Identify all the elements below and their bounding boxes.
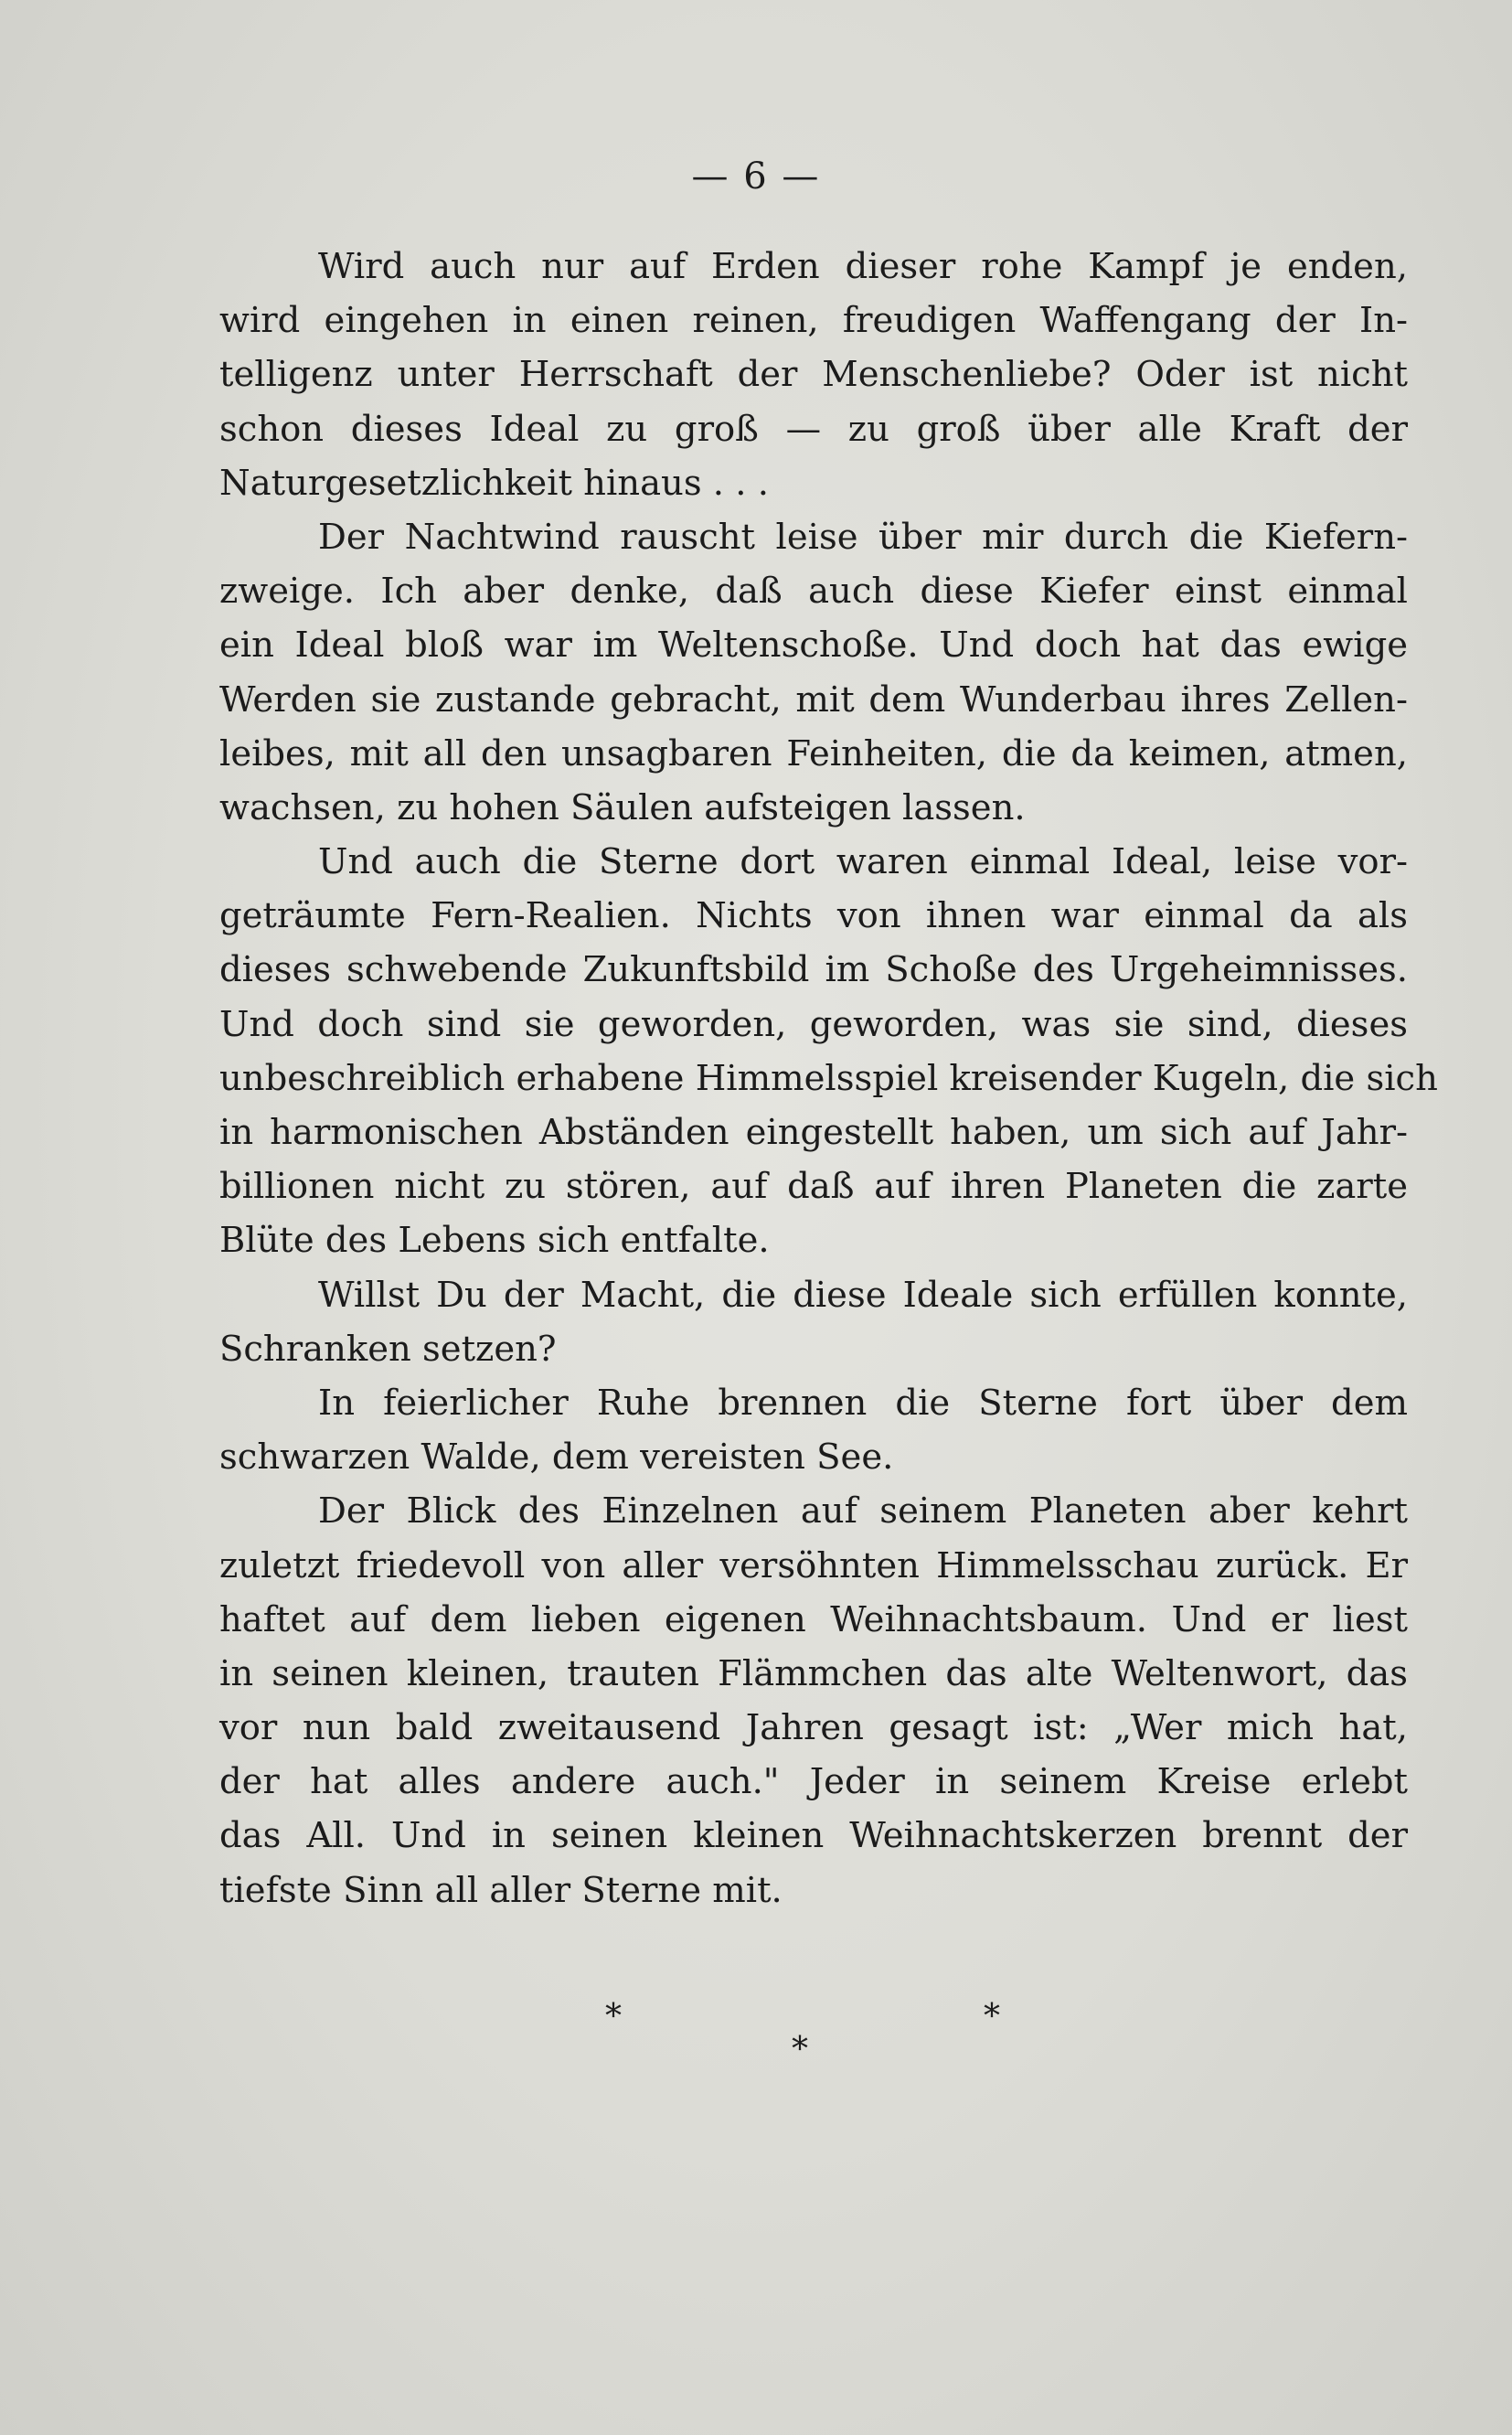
text-line: schon dieses Ideal zu groß — zu groß über alle Kraft der <box>219 408 1408 450</box>
text-line: ein Ideal bloß war im Weltenschoße. Und doch hat das ewige <box>219 625 1408 667</box>
text-line: zuletzt friedevoll von aller versöhnten Himmelsschau zurück. Er <box>219 1544 1408 1586</box>
text-line: in harmonischen Abständen eingestellt haben, um sich auf Jahr- <box>219 1112 1408 1153</box>
text-line: schwarzen Walde, dem vereisten See. <box>219 1436 894 1479</box>
text-line: Werden sie zustande gebracht, mit dem Wunderbau ihres Zellen- <box>219 678 1408 721</box>
text-line: geträumte Fern-Realien. Nichts von ihnen war einmal da als <box>219 895 1408 937</box>
body-text <box>219 240 1438 1917</box>
text-line: Naturgesetzlichkeit hinaus . . . <box>219 462 769 504</box>
text-line: Der Blick des Einzelnen auf seinem Planeten aber kehrt <box>318 1490 1408 1533</box>
text-line: Der Nachtwind rauscht leise über mir durch die Kiefern- <box>318 516 1408 558</box>
separator-asterisk: * <box>984 1998 1000 2035</box>
text-line: zweige. Ich aber denke, daß auch diese Kiefer einst einmal <box>219 571 1408 613</box>
separator-asterisk: * <box>792 2031 808 2068</box>
text-line: in seinen kleinen, trauten Flämmchen das alte Weltenwort, das <box>219 1652 1408 1694</box>
text-line: unbeschreiblich erhabene Himmelsspiel kreisender Kugeln, die sich <box>219 1057 1438 1099</box>
text-line: haftet auf dem lieben eigenen Weihnachtsbaum. Und er liest <box>219 1598 1408 1640</box>
text-line: der hat alles andere auch." Jeder in seinem Kreise erlebt <box>219 1761 1408 1803</box>
text-line: wird eingehen in einen reinen, freudigen Waffengang der In- <box>219 300 1408 342</box>
text-line: telligenz unter Herrschaft der Menschenliebe? Oder ist nicht <box>219 354 1408 396</box>
text-line: Und auch die Sterne dort waren einmal Ideal, leise vor- <box>318 841 1408 883</box>
text-line: dieses schwebende Zukunftsbild im Schoße des Urgeheimnisses. <box>219 949 1408 991</box>
text-line: Blüte des Lebens sich entfalte. <box>219 1220 770 1262</box>
separator-asterisk: * <box>605 1998 622 2035</box>
text-line: wachsen, zu hohen Säulen aufsteigen lassen. <box>219 786 1026 828</box>
text-line: vor nun bald zweitausend Jahren gesagt ist: „Wer mich hat, <box>219 1707 1408 1749</box>
text-line: Schranken setzen? <box>219 1328 557 1370</box>
text-line: tiefste Sinn all aller Sterne mit. <box>219 1869 783 1911</box>
text-line: das All. Und in seinen kleinen Weihnachtskerzen brennt der <box>219 1815 1408 1857</box>
text-line: In feierlicher Ruhe brennen die Sterne fort über dem <box>318 1382 1408 1424</box>
section-separator <box>0 1998 1512 2071</box>
text-line: Wird auch nur auf Erden dieser rohe Kampf je enden, <box>318 246 1408 287</box>
page-number-header: — 6 — <box>691 155 821 198</box>
text-line: billionen nicht zu stören, auf daß auf ihren Planeten die zarte <box>219 1166 1408 1208</box>
text-line: Willst Du der Macht, die diese Ideale sich erfüllen konnte, <box>318 1274 1408 1316</box>
text-line: Und doch sind sie geworden, geworden, was sie sind, dieses <box>219 1003 1408 1045</box>
text-line: leibes, mit all den unsagbaren Feinheiten, die da keimen, atmen, <box>219 732 1408 774</box>
